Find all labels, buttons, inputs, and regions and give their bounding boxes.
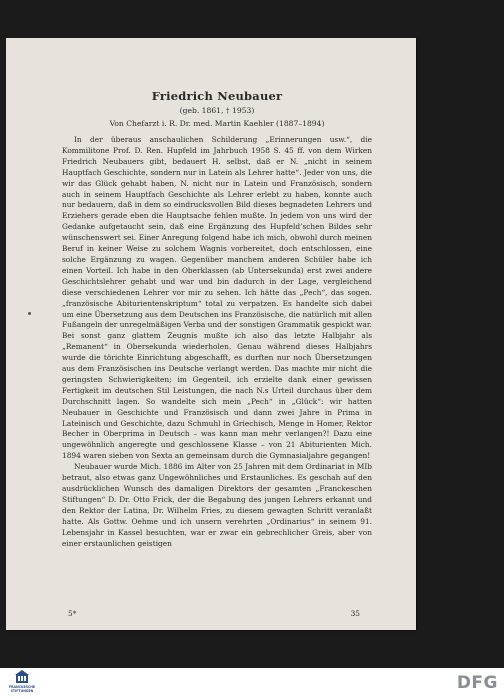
body-paragraph-1: In der überaus anschaulichen Schilderung „Erinnerungen usw.“, die Kommilitone Prof. D. Ren. Hupfeld im Jahrbuch 1958 S. 45 ff. von dem Wirken Friedrich Neubauers gibt, bedauert H. selbst, daß er N. „nicht in seinem Hauptfach Geschichte, sondern nur in Latein als Lehrer hatte“. Jeder von uns, die wir das Glück gehabt haben, N. nicht nur in Latein und Französisch, sondern auch in seinem Hauptfach Geschichte als Lehrer erlebt zu haben, konnte auch nur bedauern, daß in dem so eindrucksvollen Bild dieses begnadeten Lehrers und Erziehers gerade eben die Hauptsache fehlen mußte. In jedem von uns wird der Gedanke aufgetaucht sein, daß eine Ergänzung des Hupfeld’schen Bildes sehr wünschenswert sei. Einer Anregung folgend habe ich mich, obwohl durch meinen Beruf in keiner Weise zu solchem Wagnis vorbereitet, doch entschlossen, eine solche Ergänzung zu wagen. Gegenüber manchem anderen Schüler habe ich einen Vorteil. Ich habe in den Oberklassen (ab Untersekunda) erst zwei andere Geschichtslehrer gehabt und war und bin dadurch in der Lage, vergleichend diese verschiedenen Lehrer vor mir zu sehen. Ich hätte das „Pech“, das sogen. „französische Abiturientenskriptum“ total zu verpatzen. Es handelte sich dabei um eine Übersetzung aus dem Deutschen ins Französische, die natürlich mit allen Fußangeln der unregelmäßigen Verba und der sonstigen Grammatik gespickt war. Bei sonst ganz glattem Zeugnis mußte ich also das letzte Halbjahr als „Remanent“ in Obersekunda wiederholen. Genau während dieses Halbjahrs wurde die törichte Einrichtung abgeschafft, es durften nur noch Übersetzungen aus dem Französischen ins Deutsche verlangt werden. Das machte mir nicht die geringsten Schwierigkeiten; im Gegenteil, ich erzielte dank einer gewissen Fertigkeit im deutschen Stil Leistungen, die nach N.s Urteil durchaus über dem Durchschnitt lagen. So wandelte sich mein „Pech“ in „Glück“: wir hatten Neubauer in Geschichte und Französisch und dann zwei Jahre in Prima in Lateinisch und Geschichte, dazu Schmuhl in Griechisch, Menge in Homer, Rektor Becher in Oberprima in Deutsch – was kann man mehr verlangen?! Dazu eine ungewöhnlich angeregte und geschlossene Klasse – von 21 Abiturienten Mich. 1894 waren sieben von Sexta an gemeinsam durch die Gymnasialjahre gegangen! xyxy=(62,135,372,461)
body-paragraph-2: Neubauer wurde Mich. 1886 im Alter von 25 Jahren mit dem Ordinariat in MIb betraut, also etwas ganz Ungewöhnliches und Erstaunliches. Es geschah auf den ausdrücklichen Wunsch des damaligen Direktors der gesamten „Franckeschen Stiftungen“ D. Dr. Otto Frick, der die Begabung des jungen Lehrers erkannt und den Rektor der Latina, Dr. Wilhelm Fries, zu diesem gewagten Schritt veranlaßt hatte. Als Gottw. Oehme und ich unsern verehrten „Ordinarius“ in seinem 91. Lebensjahr in Kassel besuchten, war er zwar ein gebrechlicher Greis, aber von einer erstaunlichen geistigen xyxy=(62,462,372,548)
article-byline: Von Chefarzt i. R. Dr. med. Martin Kaehler (1887–1894) xyxy=(109,119,325,128)
page-content xyxy=(62,89,372,549)
page-footer xyxy=(68,609,360,619)
stiftungen-emblem-icon xyxy=(15,670,29,684)
article-title: Friedrich Neubauer xyxy=(151,89,283,103)
scanned-page xyxy=(6,38,416,630)
stiftungen-logo-text: FRANCKESCHE STIFTUNGEN xyxy=(8,685,36,693)
page-number: 35 xyxy=(350,609,360,618)
viewer-bottom-bar xyxy=(0,668,504,698)
article-dates: (geb. 1861, † 1953) xyxy=(179,106,255,115)
franckesche-stiftungen-logo[interactable] xyxy=(6,670,38,696)
dfg-logo[interactable]: DFG xyxy=(456,673,498,693)
margin-dot xyxy=(28,312,31,315)
signature-mark: 5* xyxy=(68,609,77,618)
